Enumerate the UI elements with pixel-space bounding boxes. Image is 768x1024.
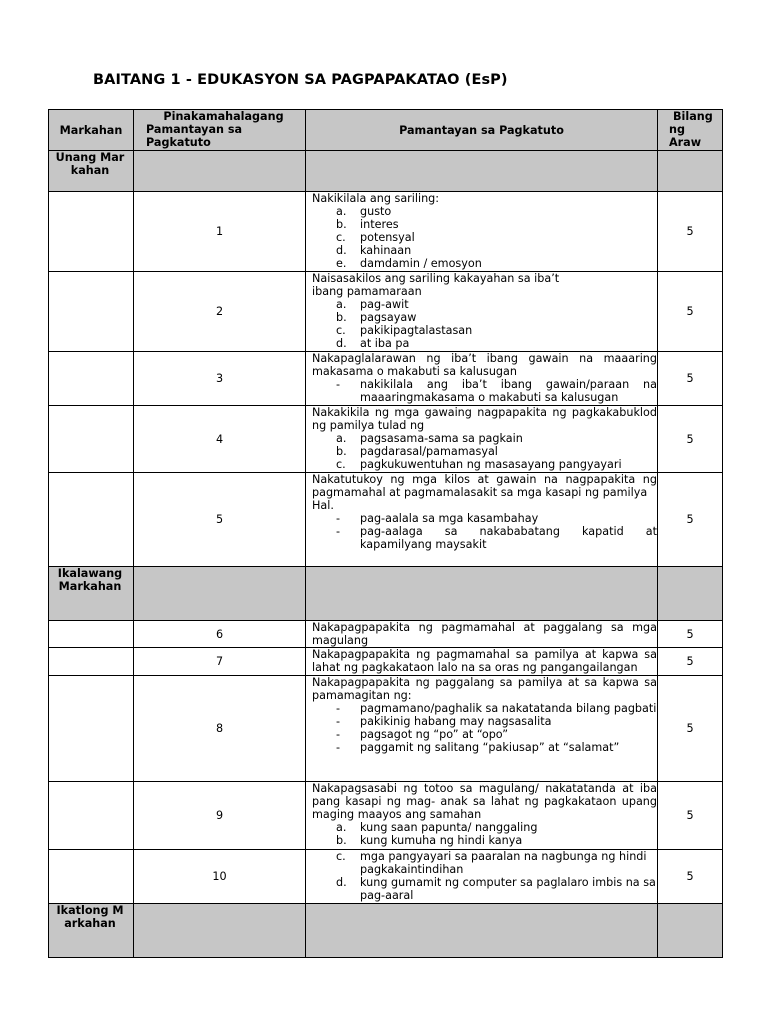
competency-number: 10 — [134, 850, 306, 904]
quarter-row — [49, 567, 723, 621]
empty-cell — [49, 621, 134, 648]
list-item-text: pagsayaw — [360, 311, 417, 324]
competency-line: Hal. — [312, 499, 334, 512]
empty-cell — [658, 904, 723, 958]
list-item-text: pag-awit — [360, 298, 409, 311]
bullet-dash: - — [336, 728, 341, 741]
list-marker: c. — [336, 850, 346, 863]
empty-cell — [49, 648, 134, 676]
competency-number: 1 — [134, 192, 306, 272]
list-item — [312, 728, 657, 741]
list-item — [312, 876, 657, 902]
list-item-text: damdamin / emosyon — [360, 257, 482, 270]
empty-cell — [49, 272, 134, 352]
list-item-text: pagsagot ng “po” at “opo” — [360, 728, 509, 741]
empty-cell — [49, 676, 134, 782]
competency-text — [306, 352, 658, 406]
competency-number: 5 — [134, 473, 306, 567]
list-item-text: potensyal — [360, 231, 415, 244]
list-marker: c. — [336, 458, 346, 471]
competency-number: 3 — [134, 352, 306, 406]
table-row — [49, 782, 723, 850]
list-item-text: pagsasama-sama sa pagkain — [360, 432, 523, 445]
bullet-dash: - — [336, 702, 341, 715]
empty-cell — [306, 904, 658, 958]
competency-number: 6 — [134, 621, 306, 648]
list-item-text: pagkukuwentuhan ng masasayang pangyayari — [360, 458, 622, 471]
list-item — [312, 834, 657, 847]
list-item-text: mga pangyayari sa paaralan na nagbunga ng hindi pagkakaintindihan — [360, 850, 647, 876]
competency-paragraph: Nakapagpapakita ng paggalang sa pamilya at sa kapwa sa pamamagitan ng: — [312, 676, 657, 702]
list-marker: b. — [336, 834, 347, 847]
empty-cell — [49, 850, 134, 904]
list-item — [312, 850, 657, 876]
competency-paragraph: Nakatutukoy ng mga kilos at gawain na nagpapakita ng pagmamahal at pagmamalasakit sa mga kasapi ng pamilya — [312, 473, 657, 499]
competency-paragraph: Nakapagpapakita ng pagmamahal at paggalang sa mga magulang — [312, 621, 657, 647]
competency-number: 8 — [134, 676, 306, 782]
header-pinakamahalagang-pamantayan: Pinakamahalagang Pamantayan sa Pagkatuto — [134, 110, 306, 151]
bullet-dash: - — [336, 378, 341, 391]
list-item-text: pagdarasal/pamamasyal — [360, 445, 498, 458]
list-item — [312, 298, 657, 311]
list-item — [312, 525, 657, 551]
list-marker: a. — [336, 432, 347, 445]
list-item — [312, 821, 657, 834]
list-item — [312, 715, 657, 728]
days-count: 5 — [658, 782, 723, 850]
empty-cell — [658, 567, 723, 621]
list-marker: b. — [336, 218, 347, 231]
empty-cell — [49, 352, 134, 406]
competency-paragraph: Nakapaglalarawan ng iba’t ibang gawain na maaaring makasama o makabuti sa kalusugan — [312, 352, 657, 378]
competency-text — [306, 850, 658, 904]
list-item — [312, 458, 657, 471]
list-item-text: pag-aalaga sa nakababatang kapatid at kapamilyang maysakit — [360, 525, 657, 551]
list-item — [312, 218, 657, 231]
list-item — [312, 378, 657, 404]
competency-text — [306, 192, 658, 272]
list-item-text: gusto — [360, 205, 392, 218]
competency-paragraph: Nakakikila ng mga gawaing nagpapakita ng pagkakabuklod ng pamilya tulad ng — [312, 406, 657, 432]
list-item — [312, 324, 657, 337]
competency-number: 4 — [134, 406, 306, 473]
competency-text — [306, 782, 658, 850]
empty-cell — [134, 151, 306, 192]
list-item — [312, 432, 657, 445]
competency-number: 2 — [134, 272, 306, 352]
empty-cell — [134, 904, 306, 958]
bullet-dash: - — [336, 741, 341, 754]
list-item-text: pakikinig habang may nagsasalita — [360, 715, 552, 728]
curriculum-table — [48, 109, 723, 958]
table-row — [49, 352, 723, 406]
competency-line: ibang pamamaraan — [312, 285, 422, 298]
quarter-label: Unang Markahan — [49, 151, 134, 192]
list-item-text: nakikilala ang iba’t ibang gawain/paraan na maaaringmakasama o makabuti sa kalusugan — [360, 378, 657, 404]
list-item-text: paggamit ng salitang “pakiusap” at “salamat” — [360, 741, 620, 754]
list-item — [312, 702, 657, 715]
list-item — [312, 231, 657, 244]
list-marker: d. — [336, 876, 347, 889]
empty-cell — [306, 151, 658, 192]
empty-cell — [134, 567, 306, 621]
competency-number: 7 — [134, 648, 306, 676]
list-marker: b. — [336, 445, 347, 458]
list-marker: d. — [336, 337, 347, 350]
list-item-text: interes — [360, 218, 399, 231]
competency-paragraph: Nakapagsasabi ng totoo sa magulang/ nakatatanda at iba pang kasapi ng mag- anak sa lahat ng pagkakataon upang maging maayos ang samahan — [312, 782, 657, 821]
table-row — [49, 473, 723, 567]
days-count: 5 — [658, 621, 723, 648]
empty-cell — [49, 406, 134, 473]
competency-line: Naisasakilos ang sariling kakayahan sa iba’t — [312, 272, 560, 285]
list-item — [312, 337, 657, 350]
list-item — [312, 257, 657, 270]
list-item-text: at iba pa — [360, 337, 410, 350]
list-marker: b. — [336, 311, 347, 324]
list-marker: a. — [336, 821, 347, 834]
quarter-row — [49, 904, 723, 958]
table-row — [49, 272, 723, 352]
table-row — [49, 676, 723, 782]
days-count: 5 — [658, 272, 723, 352]
list-marker: d. — [336, 244, 347, 257]
table-row — [49, 850, 723, 904]
days-count: 5 — [658, 850, 723, 904]
quarter-row — [49, 151, 723, 192]
competency-paragraph: Nakapagpapakita ng pagmamahal sa pamilya at kapwa sa lahat ng pagkakataon lalo na sa oras ng pangangailangan — [312, 648, 657, 674]
list-item — [312, 512, 657, 525]
competency-text — [306, 621, 658, 648]
days-count: 5 — [658, 648, 723, 676]
list-item — [312, 311, 657, 324]
quarter-label: Ikalawang Markahan — [49, 567, 134, 621]
empty-cell — [49, 782, 134, 850]
table-header-row — [49, 110, 723, 151]
list-item — [312, 244, 657, 257]
days-count: 5 — [658, 352, 723, 406]
header-markahan: Markahan — [49, 110, 134, 151]
bullet-dash: - — [336, 512, 341, 525]
table-row — [49, 648, 723, 676]
list-marker: e. — [336, 257, 347, 270]
competency-line: Nakikilala ang sariling: — [312, 192, 440, 205]
bullet-dash: - — [336, 525, 341, 538]
header-pamantayan-sa-pagkatuto: Pamantayan sa Pagkatuto — [306, 110, 658, 151]
list-item — [312, 741, 657, 754]
competency-number: 9 — [134, 782, 306, 850]
list-item-text: kahinaan — [360, 244, 412, 257]
table-row — [49, 406, 723, 473]
list-marker: a. — [336, 298, 347, 311]
list-marker: c. — [336, 324, 346, 337]
competency-text — [306, 473, 658, 567]
list-item — [312, 445, 657, 458]
days-count: 5 — [658, 406, 723, 473]
table-row — [49, 192, 723, 272]
competency-text — [306, 676, 658, 782]
empty-cell — [49, 192, 134, 272]
empty-cell — [306, 567, 658, 621]
days-count: 5 — [658, 676, 723, 782]
list-marker: a. — [336, 205, 347, 218]
quarter-label: Ikatlong Markahan — [49, 904, 134, 958]
competency-text — [306, 272, 658, 352]
page-title: BAITANG 1 - EDUKASYON SA PAGPAPAKATAO (EsP) — [93, 72, 508, 88]
competency-text — [306, 406, 658, 473]
days-count: 5 — [658, 473, 723, 567]
empty-cell — [49, 473, 134, 567]
list-item-text: kung saan papunta/ nanggaling — [360, 821, 538, 834]
list-item-text: kung kumuha ng hindi kanya — [360, 834, 523, 847]
list-marker: c. — [336, 231, 346, 244]
list-item-text: pagmamano/paghalik sa nakatatanda bilang pagbati — [360, 702, 657, 715]
list-item-text: kung gumamit ng computer sa paglalaro imbis na sa pag-aaral — [360, 876, 656, 902]
list-item-text: pakikipagtalastasan — [360, 324, 473, 337]
empty-cell — [658, 151, 723, 192]
competency-text — [306, 648, 658, 676]
days-count: 5 — [658, 192, 723, 272]
table-row — [49, 621, 723, 648]
bullet-dash: - — [336, 715, 341, 728]
list-item — [312, 205, 657, 218]
list-item-text: pag-aalala sa mga kasambahay — [360, 512, 539, 525]
header-bilang-ng-araw: Bilang ng Araw — [658, 110, 723, 151]
